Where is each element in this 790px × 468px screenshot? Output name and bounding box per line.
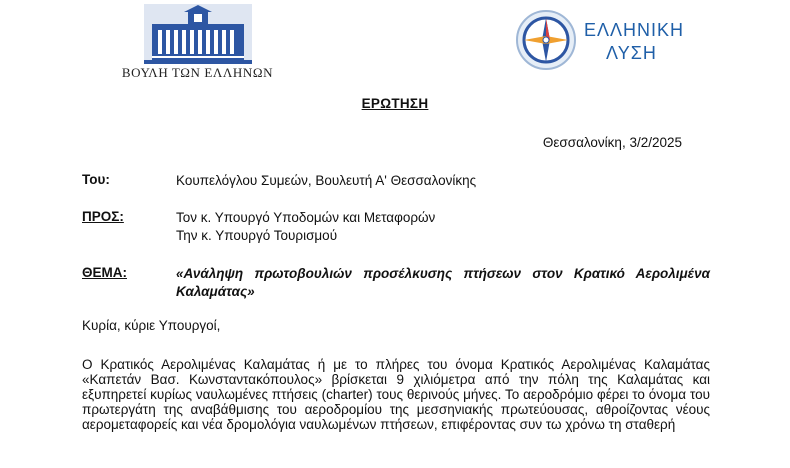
document-date: Θεσσαλονίκη, 3/2/2025 <box>542 135 682 150</box>
from-label: Του: <box>82 172 110 187</box>
parliament-building-icon <box>144 4 252 64</box>
to-line-2: Την κ. Υπουργό Τουρισμού <box>176 228 338 243</box>
party-logo <box>514 8 704 74</box>
to-line-1: Τον κ. Υπουργό Υποδομών και Μεταφορών <box>176 210 436 225</box>
compass-icon <box>514 8 578 72</box>
parliament-logo <box>110 4 285 80</box>
from-value: Κουπελόγλου Συμεών, Βουλευτή Α' Θεσσαλονίκης <box>176 173 477 188</box>
subject-label: ΘΕΜΑ: <box>82 265 127 280</box>
document-title: ΕΡΩΤΗΣΗ <box>361 96 429 111</box>
party-name-line2: ΛΥΣΗ <box>606 43 657 63</box>
party-name-line1: ΕΛΛΗΝΙΚΗ <box>584 20 685 40</box>
parliament-caption: ΒΟΥΛΗ ΤΩΝ ΕΛΛΗΝΩΝ <box>121 65 274 80</box>
greeting: Κυρία, κύριε Υπουργοί, <box>82 318 221 333</box>
subject-text: «Ανάληψη πρωτοβουλιών προσέλκυσης πτήσεων στον Κρατικό Αερολιμένα Καλαμάτας» <box>176 266 710 299</box>
body-paragraph: Ο Κρατικός Αερολιμένας Καλαμάτας ή με το πλήρες του όνομα Κρατικός Αερολιμένας Καλαμάτας «Καπετάν Βασ. Κωνσταντακόπουλος» βρίσκεται 9 χιλιόμετρα από την πόλη της Καλαμάτας και εξυπηρετεί κυρίως ναυλωμένες πτήσεις (charter) τους θερινούς μήνες. Το αεροδρόμιο φέρει το όνομα του πρωτεργάτη της αναβάθμισης του αεροδρομίου της μεσσηνιακής πρωτεύουσας, αθροίζοντας νέους αερομεταφορείς και νέα δρομολόγια ναυλωμένων πτήσεων, επιφέροντας συν τω χρόνω τη σταθερή <box>82 357 710 432</box>
to-label: ΠΡΟΣ: <box>82 209 124 224</box>
